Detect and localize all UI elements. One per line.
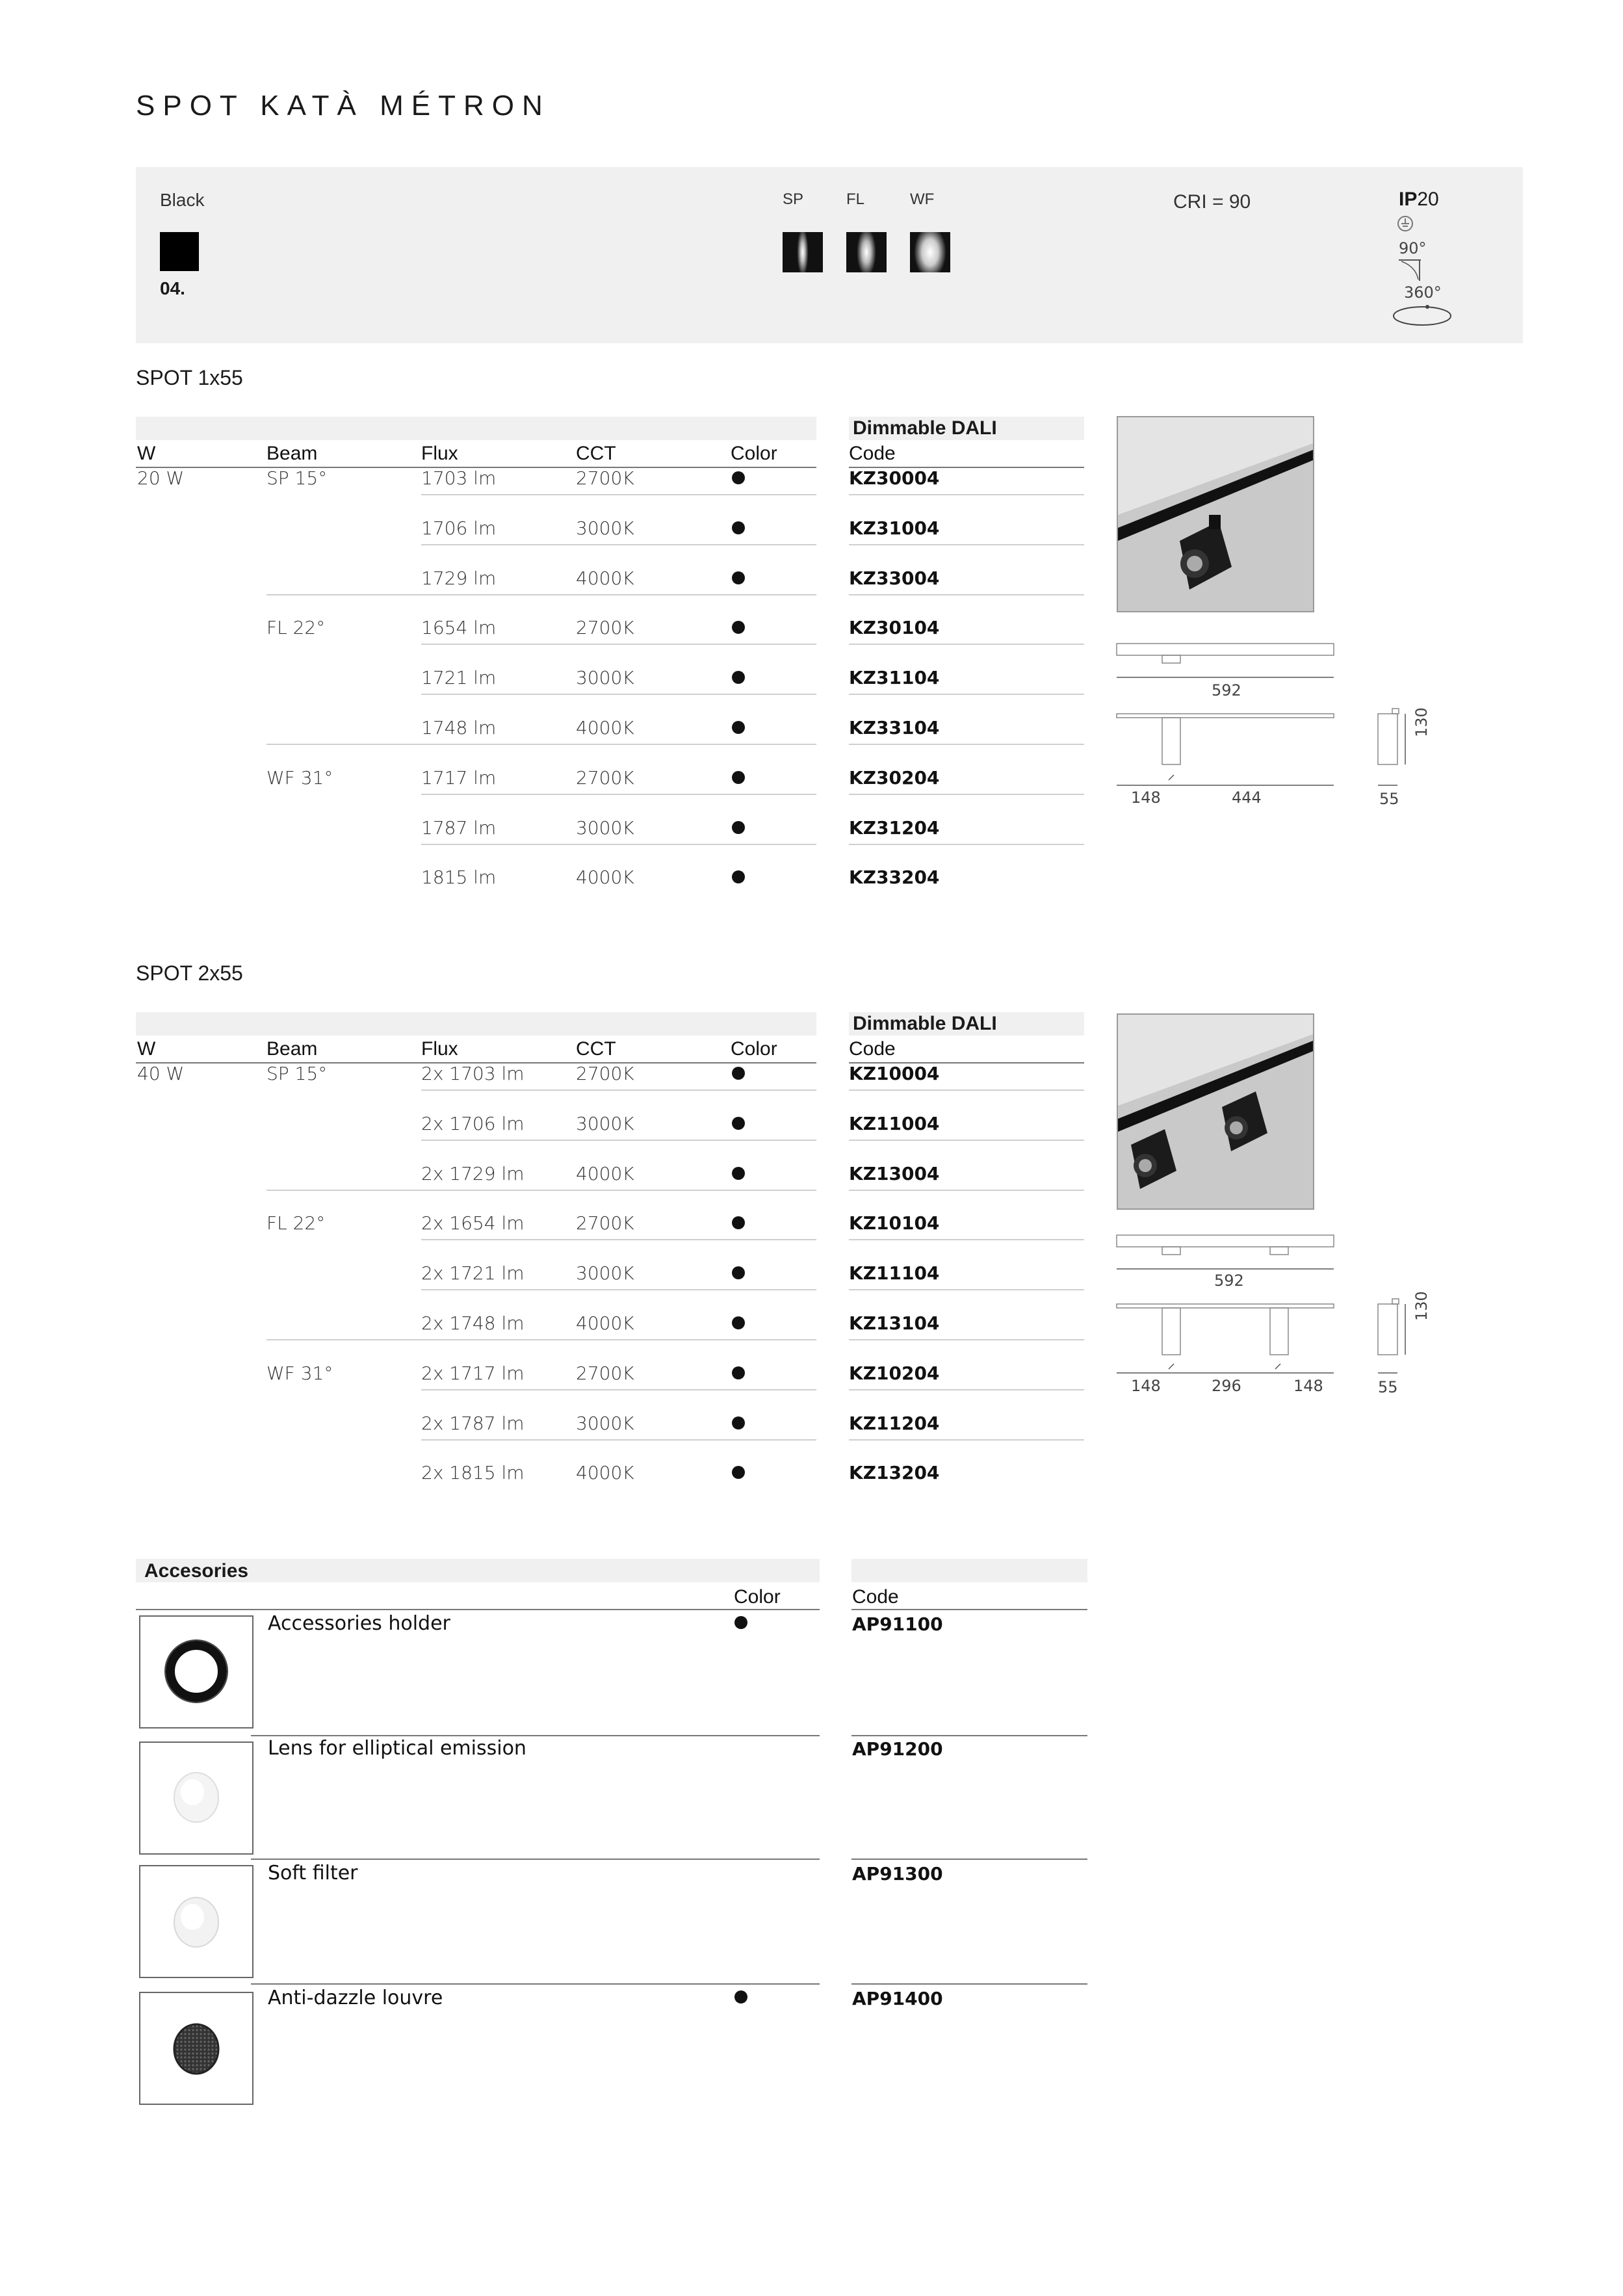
spot2-cell-w: 40 W bbox=[137, 1063, 185, 1084]
spot2-cell-flux: 2x 1703 lm bbox=[421, 1063, 525, 1084]
spot2-cell-cct: 3000K bbox=[576, 1413, 634, 1434]
spot1-cell-flux: 1748 lm bbox=[421, 717, 497, 738]
spot2-cell-beam: WF 31° bbox=[266, 1363, 333, 1384]
spot1-color-dot bbox=[732, 771, 745, 784]
spot2-cell-beam: SP 15° bbox=[266, 1063, 328, 1084]
flood-beam-icon bbox=[846, 232, 887, 272]
accessories-header-rule bbox=[136, 1609, 820, 1610]
spot1-cell-code: KZ30204 bbox=[849, 767, 940, 789]
spot1-color-dot bbox=[732, 671, 745, 684]
spot1-cell-cct: 3000K bbox=[576, 667, 634, 688]
spot2-code-row-rule bbox=[849, 1140, 1084, 1141]
accessory-name: Soft filter bbox=[268, 1862, 358, 1885]
spot1-dim-b: 444 bbox=[1232, 789, 1262, 807]
spot2-code-row-rule bbox=[849, 1289, 1084, 1290]
spot2-cell-beam: FL 22° bbox=[266, 1212, 326, 1234]
spot2-row-rule bbox=[266, 1339, 816, 1340]
spot2-cell-flux: 2x 1654 lm bbox=[421, 1212, 525, 1234]
spot1-code-row-rule bbox=[849, 744, 1084, 745]
ip-rating bbox=[1399, 189, 1439, 211]
spot1-dim-depth: 55 bbox=[1379, 790, 1399, 808]
accessory-row-rule bbox=[251, 1735, 820, 1736]
spot2-dim-a: 148 bbox=[1131, 1377, 1161, 1395]
spot1-cell-code: KZ31104 bbox=[849, 667, 940, 688]
accessory-code-rule bbox=[851, 1983, 1087, 1985]
spot2-row-rule bbox=[266, 1190, 816, 1191]
ip-label: IP bbox=[1399, 189, 1418, 210]
spot-beam-icon bbox=[783, 232, 823, 272]
ip-number: 20 bbox=[1417, 189, 1439, 210]
spot1-cell-cct: 4000K bbox=[576, 567, 634, 589]
spot1-dim-length: 592 bbox=[1212, 681, 1241, 699]
spot2-color-dot bbox=[732, 1067, 745, 1080]
spot2-code-row-rule bbox=[849, 1389, 1084, 1390]
spot1-cell-beam: FL 22° bbox=[266, 617, 326, 638]
spot2-row-rule bbox=[421, 1389, 816, 1390]
accessory-name: Lens for elliptical emission bbox=[268, 1737, 526, 1760]
spot2-color-dot bbox=[732, 1316, 745, 1329]
spot2-cell-cct: 4000K bbox=[576, 1462, 634, 1483]
spot2-code-row-rule bbox=[849, 1190, 1084, 1191]
spot2-cell-code: KZ13004 bbox=[849, 1163, 940, 1184]
black-color-swatch bbox=[160, 232, 199, 271]
spot1-header-bar bbox=[136, 417, 816, 440]
spot2-cell-code: KZ13204 bbox=[849, 1462, 940, 1483]
spot2-color-dot bbox=[732, 1466, 745, 1479]
spot1-code-row-rule bbox=[849, 844, 1084, 845]
spot1-cell-code: KZ33204 bbox=[849, 867, 940, 888]
accessory-code: AP91300 bbox=[852, 1863, 943, 1885]
spot1-col-flux: Flux bbox=[421, 443, 458, 464]
spot1-color-dot bbox=[732, 571, 745, 584]
spot2-cell-code: KZ13104 bbox=[849, 1312, 940, 1334]
spot1-cell-cct: 3000K bbox=[576, 817, 634, 839]
spot2-cell-code: KZ10004 bbox=[849, 1063, 940, 1084]
spot1-cell-cct: 4000K bbox=[576, 717, 634, 738]
spot1-cell-code: KZ31204 bbox=[849, 817, 940, 839]
spot1-cell-code: KZ33104 bbox=[849, 717, 940, 738]
spot2-color-dot bbox=[732, 1366, 745, 1379]
spot1-row-rule bbox=[421, 694, 816, 695]
rotation-icon bbox=[1391, 302, 1453, 328]
spot1-cell-code: KZ30104 bbox=[849, 617, 940, 638]
spot2-color-dot bbox=[732, 1416, 745, 1429]
spot2-section-title: SPOT 2x55 bbox=[136, 961, 243, 985]
spot2-header-bar bbox=[136, 1012, 816, 1036]
spot2-cell-cct: 4000K bbox=[576, 1163, 634, 1184]
color-code: 04. bbox=[160, 278, 185, 298]
spot1-row-rule bbox=[421, 794, 816, 795]
spot2-dim-height: 130 bbox=[1412, 1291, 1431, 1321]
soft-filter-image bbox=[139, 1865, 253, 1978]
spot2-cell-flux: 2x 1729 lm bbox=[421, 1163, 525, 1184]
tilt-angle: 90° bbox=[1399, 239, 1427, 257]
spot1-row-rule bbox=[421, 494, 816, 495]
spot2-col-w: W bbox=[137, 1038, 156, 1060]
spot1-cell-flux: 1703 lm bbox=[421, 467, 497, 489]
spot2-color-dot bbox=[732, 1266, 745, 1279]
spot1-code-row-rule bbox=[849, 794, 1084, 795]
rotation-angle: 360° bbox=[1404, 283, 1442, 302]
spot1-cell-cct: 3000K bbox=[576, 517, 634, 539]
spot1-cell-cct: 2700K bbox=[576, 467, 634, 489]
spot2-dim-b: 296 bbox=[1212, 1377, 1241, 1395]
anti-dazzle-louvre-image bbox=[139, 1992, 253, 2105]
accessory-code: AP91400 bbox=[852, 1988, 943, 2009]
accessory-code: AP91100 bbox=[852, 1613, 943, 1635]
spot1-cell-cct: 4000K bbox=[576, 867, 634, 888]
spot2-color-dot bbox=[732, 1117, 745, 1130]
spot2-cell-cct: 3000K bbox=[576, 1262, 634, 1284]
spot1-col-code: Code bbox=[849, 443, 896, 464]
spot1-cell-beam: WF 31° bbox=[266, 767, 333, 789]
spot1-cell-flux: 1654 lm bbox=[421, 617, 497, 638]
spot2-cell-flux: 2x 1721 lm bbox=[421, 1262, 525, 1284]
accessory-color-dot bbox=[734, 1990, 747, 2003]
spot1-dimension-drawing bbox=[1111, 637, 1436, 813]
spot1-cell-flux: 1787 lm bbox=[421, 817, 497, 839]
spot1-cell-flux: 1717 lm bbox=[421, 767, 497, 789]
accessories-col-code: Code bbox=[852, 1586, 899, 1608]
spot1-color-dot bbox=[732, 821, 745, 834]
spot1-color-dot bbox=[732, 621, 745, 634]
accessory-name: Anti-dazzle louvre bbox=[268, 1987, 443, 2009]
spot1-cell-flux: 1729 lm bbox=[421, 567, 497, 589]
spot2-code-row-rule bbox=[849, 1239, 1084, 1240]
spot2-row-rule bbox=[421, 1140, 816, 1141]
accessories-holder-image bbox=[139, 1615, 253, 1729]
spot1-color-dot bbox=[732, 721, 745, 734]
spot2-cell-flux: 2x 1787 lm bbox=[421, 1413, 525, 1434]
spot2-col-code: Code bbox=[849, 1038, 896, 1060]
accessory-name: Accessories holder bbox=[268, 1612, 450, 1635]
spot1-cell-flux: 1815 lm bbox=[421, 867, 497, 888]
accessory-code-rule bbox=[851, 1859, 1087, 1860]
spot1-code-row-rule bbox=[849, 694, 1084, 695]
spot2-col-cct: CCT bbox=[576, 1038, 616, 1060]
beam-label-fl: FL bbox=[846, 190, 865, 208]
spot1-row-rule bbox=[421, 844, 816, 845]
spot1-color-dot bbox=[732, 471, 745, 484]
spot1-code-row-rule bbox=[849, 644, 1084, 645]
spot2-cell-cct: 2700K bbox=[576, 1063, 634, 1084]
spot1-code-row-rule bbox=[849, 594, 1084, 595]
beam-label-wf: WF bbox=[910, 190, 935, 208]
spot2-col-beam: Beam bbox=[266, 1038, 318, 1060]
spot1-product-photo bbox=[1117, 416, 1314, 612]
spot1-cell-cct: 2700K bbox=[576, 617, 634, 638]
spot2-cell-code: KZ10104 bbox=[849, 1212, 940, 1234]
spot1-dali-header: Dimmable DALI bbox=[853, 417, 997, 439]
accessory-row-rule bbox=[251, 1859, 820, 1860]
spot2-color-dot bbox=[732, 1167, 745, 1180]
spot2-cell-cct: 4000K bbox=[576, 1312, 634, 1334]
beam-label-sp: SP bbox=[783, 190, 804, 208]
spot2-cell-flux: 2x 1717 lm bbox=[421, 1363, 525, 1384]
spot1-color-dot bbox=[732, 521, 745, 534]
spot2-col-color: Color bbox=[731, 1038, 777, 1060]
accessories-title: Accesories bbox=[144, 1560, 249, 1582]
accessory-code-rule bbox=[851, 1735, 1087, 1736]
spot1-cell-code: KZ33004 bbox=[849, 567, 940, 589]
spot1-code-row-rule bbox=[849, 544, 1084, 545]
spot1-dim-height: 130 bbox=[1412, 707, 1431, 737]
spot1-color-dot bbox=[732, 870, 745, 883]
spot2-cell-cct: 3000K bbox=[576, 1113, 634, 1134]
ground-symbol-icon bbox=[1396, 215, 1414, 233]
spot2-cell-code: KZ11104 bbox=[849, 1262, 940, 1284]
spot2-cell-code: KZ11204 bbox=[849, 1413, 940, 1434]
spot2-cell-cct: 2700K bbox=[576, 1212, 634, 1234]
spot2-dim-depth: 55 bbox=[1378, 1378, 1398, 1396]
spot2-row-rule bbox=[421, 1439, 816, 1441]
spot1-section-title: SPOT 1x55 bbox=[136, 366, 243, 389]
accessory-row-rule bbox=[251, 1983, 820, 1985]
cri-value: CRI = 90 bbox=[1173, 191, 1251, 213]
spot2-cell-flux: 2x 1748 lm bbox=[421, 1312, 525, 1334]
spot2-row-rule bbox=[421, 1089, 816, 1091]
spot2-cell-flux: 2x 1815 lm bbox=[421, 1462, 525, 1483]
spot2-dim-length: 592 bbox=[1214, 1272, 1244, 1290]
spot2-dali-header: Dimmable DALI bbox=[853, 1013, 997, 1034]
spot1-cell-code: KZ31004 bbox=[849, 517, 940, 539]
spot2-code-row-rule bbox=[849, 1339, 1084, 1340]
spot1-cell-flux: 1721 lm bbox=[421, 667, 497, 688]
accessory-code: AP91200 bbox=[852, 1738, 943, 1760]
spot1-dim-a: 148 bbox=[1131, 789, 1161, 807]
wide-flood-beam-icon bbox=[910, 232, 950, 272]
spot1-col-cct: CCT bbox=[576, 443, 616, 464]
spot2-product-photo bbox=[1117, 1013, 1314, 1210]
accessories-code-header-rule bbox=[851, 1609, 1087, 1610]
page-title: SPOT KATÀ MÉTRON bbox=[136, 90, 551, 122]
spot2-cell-flux: 2x 1706 lm bbox=[421, 1113, 525, 1134]
spot1-col-color: Color bbox=[731, 443, 777, 464]
spot1-row-rule bbox=[266, 744, 816, 745]
spot1-cell-code: KZ30004 bbox=[849, 467, 940, 489]
color-name: Black bbox=[160, 190, 205, 210]
spot1-row-rule bbox=[266, 594, 816, 595]
elliptical-lens-image bbox=[139, 1742, 253, 1855]
spot1-cell-w: 20 W bbox=[137, 467, 185, 489]
spot1-row-rule bbox=[421, 544, 816, 545]
spot2-cell-cct: 2700K bbox=[576, 1363, 634, 1384]
accessories-code-header-bar bbox=[851, 1559, 1087, 1582]
accessories-col-color: Color bbox=[734, 1586, 781, 1608]
spot2-cell-code: KZ10204 bbox=[849, 1363, 940, 1384]
spot1-col-beam: Beam bbox=[266, 443, 318, 464]
spot1-cell-cct: 2700K bbox=[576, 767, 634, 789]
accessory-color-dot bbox=[734, 1616, 747, 1629]
finish-info-panel bbox=[136, 167, 1523, 343]
spot1-cell-beam: SP 15° bbox=[266, 467, 328, 489]
spot1-col-w: W bbox=[137, 443, 156, 464]
spot2-code-row-rule bbox=[849, 1439, 1084, 1441]
spot1-cell-flux: 1706 lm bbox=[421, 517, 497, 539]
spot2-row-rule bbox=[421, 1239, 816, 1240]
spot2-cell-code: KZ11004 bbox=[849, 1113, 940, 1134]
spot1-row-rule bbox=[421, 644, 816, 645]
spot2-code-row-rule bbox=[849, 1089, 1084, 1091]
spot1-code-row-rule bbox=[849, 494, 1084, 495]
spot2-color-dot bbox=[732, 1216, 745, 1229]
spot2-row-rule bbox=[421, 1289, 816, 1290]
tilt-angle-icon bbox=[1397, 257, 1423, 283]
spot2-col-flux: Flux bbox=[421, 1038, 458, 1060]
spot2-dim-c: 148 bbox=[1293, 1377, 1323, 1395]
